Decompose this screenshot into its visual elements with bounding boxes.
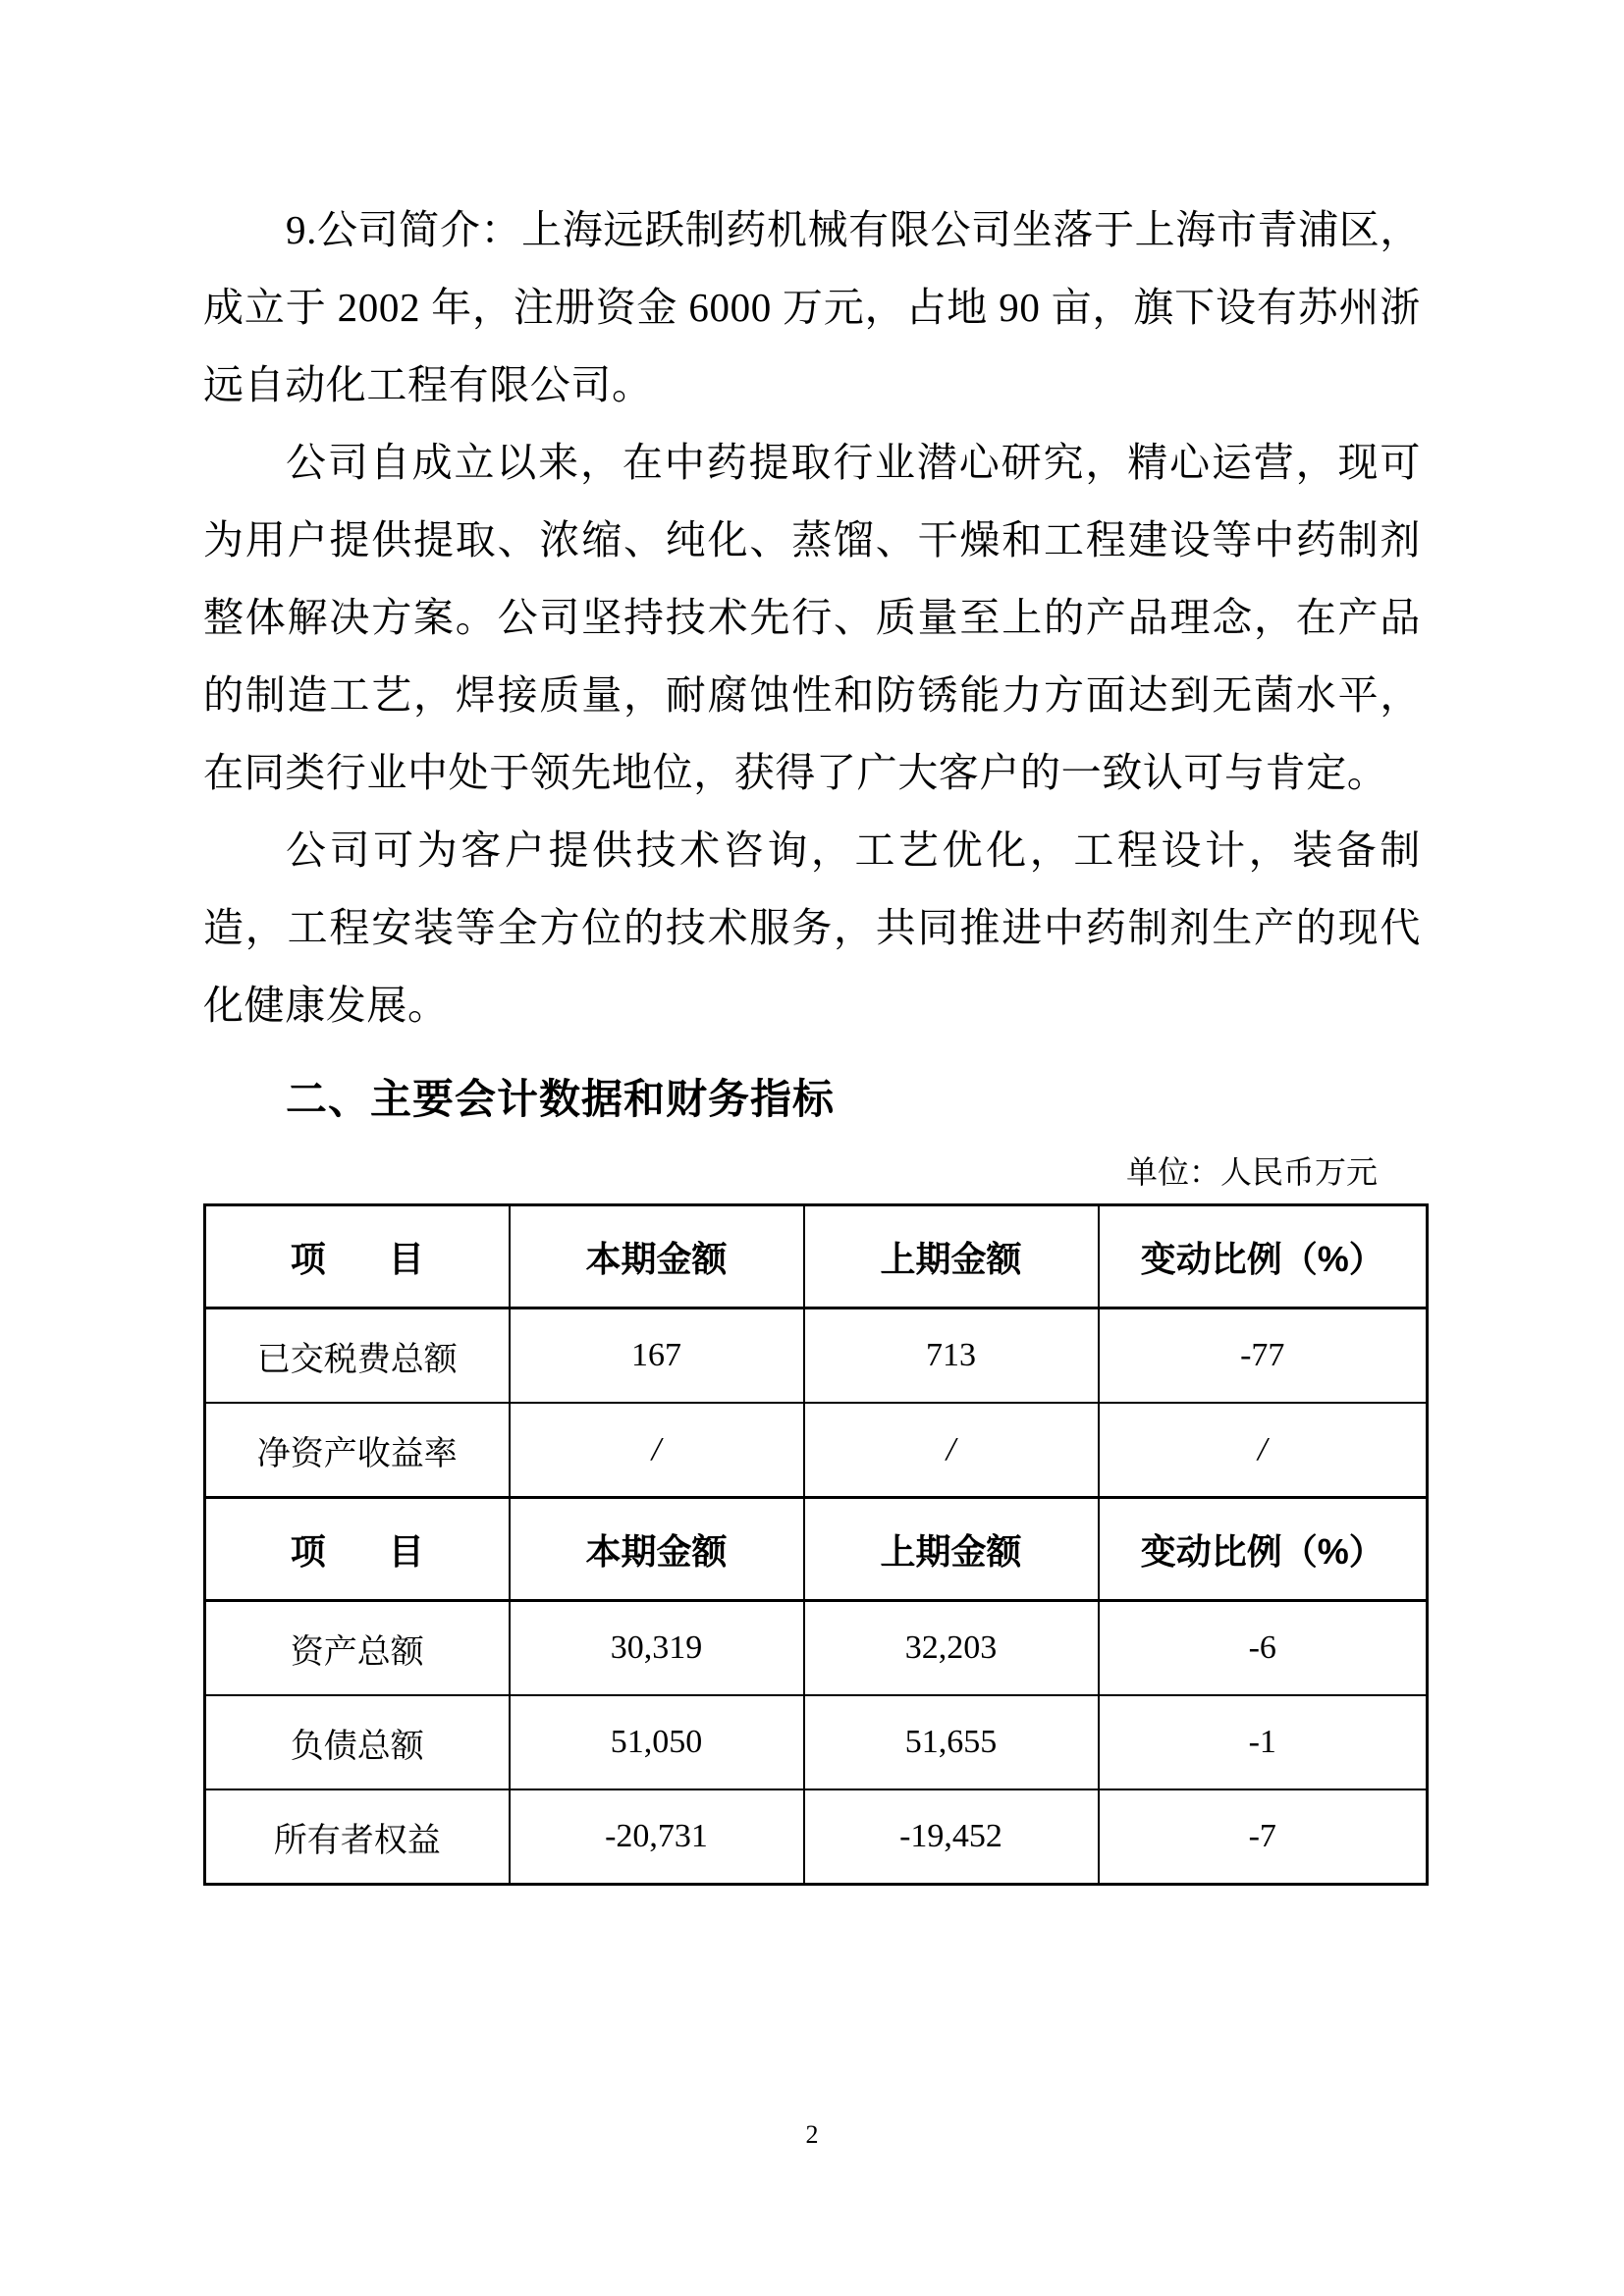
table-header-row-2 <box>205 1498 1428 1601</box>
row-item-label: 资产总额 <box>205 1601 510 1696</box>
table-unit-note: 单位：人民币万元 <box>1125 1154 1378 1190</box>
row-previous-amount: 32,203 <box>804 1601 1099 1696</box>
header-change-ratio: 变动比例（%） <box>1099 1498 1428 1601</box>
row-previous-amount: 713 <box>804 1308 1099 1404</box>
page-content <box>203 191 1421 1886</box>
row-previous-amount: -19,452 <box>804 1789 1099 1885</box>
row-current-amount: / <box>510 1403 804 1498</box>
row-change-ratio: / <box>1099 1403 1428 1498</box>
table-header-row-1 <box>205 1205 1428 1308</box>
row-current-amount: 51,050 <box>510 1695 804 1789</box>
header-current-amount: 本期金额 <box>510 1498 804 1601</box>
header-current-amount: 本期金额 <box>510 1205 804 1308</box>
paragraph-company-history: 公司自成立以来，在中药提取行业潜心研究，精心运营，现可为用户提供提取、浓缩、纯化、蒸馏、干燥和工程建设等中药制剂整体解决方案。公司坚持技术先行、质量至上的产品理念，在产品的制造工艺，焊接质量，耐腐蚀性和防锈能力方面达到无菌水平，在同类行业中处于领先地位，获得了广大客户的一致认可与肯定。 <box>203 440 1421 795</box>
financial-indicators-table <box>203 1203 1429 1886</box>
table-row <box>205 1601 1428 1696</box>
header-previous-amount: 上期金额 <box>804 1498 1099 1601</box>
row-change-ratio: -7 <box>1099 1789 1428 1885</box>
paragraph-company-profile: 9.公司简介：上海远跃制药机械有限公司坐落于上海市青浦区，成立于 2002 年，注册资金 6000 万元，占地 90 亩，旗下设有苏州浙远自动化工程有限公司。 <box>203 207 1421 407</box>
table-row <box>205 1695 1428 1789</box>
row-previous-amount: 51,655 <box>804 1695 1099 1789</box>
row-change-ratio: -77 <box>1099 1308 1428 1404</box>
row-item-label: 负债总额 <box>205 1695 510 1789</box>
row-current-amount: -20,731 <box>510 1789 804 1885</box>
table-row <box>205 1403 1428 1498</box>
row-previous-amount: / <box>804 1403 1099 1498</box>
header-item: 项 目 <box>205 1498 510 1601</box>
row-current-amount: 30,319 <box>510 1601 804 1696</box>
table-row <box>205 1308 1428 1404</box>
section-heading-financial-data: 二、主要会计数据和财务指标 <box>286 1076 836 1122</box>
page-number: 2 <box>805 2120 819 2149</box>
row-item-label: 已交税费总额 <box>205 1308 510 1404</box>
row-change-ratio: -1 <box>1099 1695 1428 1789</box>
header-previous-amount: 上期金额 <box>804 1205 1099 1308</box>
row-current-amount: 167 <box>510 1308 804 1404</box>
header-item: 项 目 <box>205 1205 510 1308</box>
row-change-ratio: -6 <box>1099 1601 1428 1696</box>
header-change-ratio: 变动比例（%） <box>1099 1205 1428 1308</box>
row-item-label: 净资产收益率 <box>205 1403 510 1498</box>
table-row <box>205 1789 1428 1885</box>
row-item-label: 所有者权益 <box>205 1789 510 1885</box>
paragraph-company-services: 公司可为客户提供技术咨询，工艺优化，工程设计，装备制造，工程安装等全方位的技术服务，共同推进中药制剂生产的现代化健康发展。 <box>203 828 1421 1028</box>
